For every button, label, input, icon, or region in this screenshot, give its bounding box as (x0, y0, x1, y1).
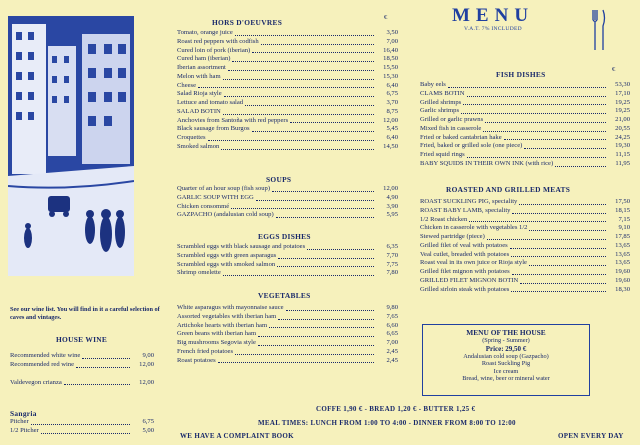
list-item (177, 82, 398, 91)
dish-name: Iberian assortment (177, 64, 226, 71)
list-item (177, 38, 398, 47)
dish-name: Veal cutlet, breaded with potatoes (420, 250, 510, 258)
dish-name: Baby eels (420, 81, 446, 88)
dish-name: Black sausage from Burgos (177, 125, 250, 133)
vegetables-list (177, 304, 398, 365)
euro-column-header-right: € (612, 66, 616, 73)
dish-price: 11,95 (615, 159, 630, 167)
hors-doeuvres-list (177, 29, 398, 152)
dish-name: Assorted vegetables with iberian ham (177, 312, 277, 320)
list-item: Recommended white wine 9,00 (10, 352, 154, 359)
list-item (177, 304, 398, 313)
list-item (177, 73, 398, 82)
list-item (177, 203, 398, 212)
list-item: Recommended red wine 12,00 (10, 360, 154, 368)
house-wine-list (10, 352, 154, 387)
list-item (177, 194, 398, 203)
dish-price: 3,70 (386, 99, 398, 106)
dish-price: 20,55 (615, 124, 630, 132)
menu-of-the-house (422, 324, 590, 396)
list-item (420, 259, 630, 268)
dish-name: Artichoke hearts with iberian ham (177, 321, 268, 329)
list-item (420, 151, 630, 160)
dish-price: 19,25 (615, 98, 630, 106)
list-item (420, 90, 630, 99)
dish-price: 18,15 (615, 206, 630, 214)
list-item (420, 233, 630, 242)
menu-house-line: Bread, wine, beer or mineral water (462, 375, 550, 383)
dish-price: 6,40 (386, 134, 398, 141)
dish-price: 21,00 (615, 116, 630, 123)
sangria-title: Sangria (10, 409, 37, 418)
dish-name: Green beans with iberian ham (177, 330, 257, 338)
dish-name: Anchovies from Santoña with red peppers (177, 116, 289, 124)
menu-house-line: Roast Suckling Pig (481, 360, 531, 368)
list-item (420, 134, 630, 143)
sangria-list (10, 418, 154, 436)
dish-name: Big mushrooms Segovia style (177, 339, 256, 346)
roasted-title: ROASTED AND GRILLED MEATS (446, 185, 571, 194)
dish-price: 7,70 (386, 251, 398, 259)
dish-price: 18,30 (615, 285, 630, 293)
dish-price: 12,00 (383, 185, 398, 192)
menu-title: MENU (452, 5, 535, 26)
dish-price: 8,75 (386, 107, 398, 115)
dish-name: Garlic shrimps (420, 107, 460, 115)
list-item (177, 243, 398, 252)
hors-doeuvres-title: HORS D'OEUVRES (212, 18, 283, 27)
dish-name: GAZPACHO (andalusian cold soup) (177, 211, 274, 219)
dish-price: 19,30 (615, 142, 630, 150)
roasted-list (420, 198, 630, 294)
vegetables-title: VEGETABLES (258, 291, 311, 300)
dish-price: 5,45 (386, 125, 398, 133)
dish-price: 2,45 (386, 356, 398, 364)
dish-name: Roast red peppers with codfish (177, 37, 259, 45)
dish-price: 9,80 (386, 304, 398, 311)
dish-name: GARLIC SOUP WITH EGG (177, 193, 254, 201)
list-item (177, 261, 398, 270)
dish-price: 17,85 (615, 233, 630, 240)
dish-name: Mixed fish in casserole (420, 124, 482, 132)
dish-name: Tomato, orange juice (177, 29, 233, 36)
dish-name: Cured loin of pork (iberian) (177, 46, 251, 54)
euro-column-header: € (384, 14, 388, 21)
list-item (420, 160, 630, 169)
dish-name: Fried, baked or grilled sole (one piece) (420, 142, 523, 150)
list-item (420, 242, 630, 251)
fish-list (420, 81, 630, 169)
list-item (420, 125, 630, 134)
list-item (177, 339, 398, 348)
dish-name: Salad Rioja style (177, 90, 222, 98)
dish-price: 7,65 (386, 312, 398, 320)
list-item: Pitcher 6,75 (10, 418, 154, 425)
list-item (420, 81, 630, 90)
dish-price: 11,15 (615, 151, 630, 158)
dish-price: 16,40 (383, 46, 398, 54)
house-wine-title: HOUSE WINE (56, 335, 108, 344)
extras-line: COFFE 1,90 € - BREAD 1,20 € - BUTTER 1,25 € (316, 405, 476, 413)
dish-price: 24,25 (615, 133, 630, 141)
dish-name: SALAD BOTIN (177, 107, 221, 115)
dish-price: 15,30 (383, 72, 398, 80)
list-item (420, 224, 630, 233)
wine-list-note: See our wine list. You will find in it a careful selection of caves and vintages. (10, 306, 160, 321)
list-item (177, 29, 398, 38)
dish-name: Roast potatoes (177, 356, 216, 364)
list-item (177, 313, 398, 322)
dish-price: 7,75 (386, 260, 398, 268)
dish-price: 6,75 (386, 90, 398, 98)
dish-price: 7,80 (386, 269, 398, 277)
list-item (177, 185, 398, 194)
dish-price: 3,50 (386, 29, 398, 36)
list-item (177, 64, 398, 73)
dish-name: Grilled filet of veal with potatoes (420, 241, 508, 249)
dish-name: Scrambled eggs with black sausage and potatoes (177, 243, 306, 250)
dish-name: French fried potatoes (177, 347, 234, 355)
dish-price: 7,00 (386, 339, 398, 346)
dish-name: BABY SQUIDS IN THEIR OWN INK (with rice) (420, 159, 554, 167)
dish-name: ROAST BABY LAMB, speciality (420, 206, 511, 214)
list-item (177, 108, 398, 117)
eggs-list (177, 243, 398, 278)
list-item (420, 142, 630, 151)
dish-name: Croquettes (177, 134, 206, 141)
eggs-title: EGGS DISHES (258, 232, 311, 241)
fish-title: FISH DISHES (496, 70, 546, 79)
menu-house-line: Andalusian cold soup (Gazpacho) (463, 352, 549, 360)
vat-note: V.A.T. 7% INCLUDED (464, 26, 522, 32)
dish-name: Fried squid rings (420, 151, 465, 158)
dish-name: Melon with ham (177, 72, 221, 80)
dish-price: 19,60 (615, 276, 630, 284)
meal-times-line: MEAL TIMES: LUNCH FROM 1:00 TO 4:00 - DINNER FROM 8:00 TO 12:00 (258, 419, 516, 427)
list-item (177, 117, 398, 126)
dish-price: 13,65 (615, 250, 630, 258)
menu-house-line: Ice cream (493, 367, 519, 375)
dish-name: 1/2 Roast chicken (420, 215, 468, 223)
dish-name: Cheese (177, 81, 197, 89)
list-item (177, 99, 398, 108)
list-item (420, 286, 630, 295)
list-item (420, 216, 630, 225)
list-item (420, 107, 630, 116)
dish-name: Scrambled eggs with smoked salmon (177, 260, 276, 268)
list-item (177, 55, 398, 64)
list-item: 1/2 Pitcher 5,00 (10, 426, 154, 434)
dish-name: Chicken consommé (177, 202, 230, 210)
list-item (420, 277, 630, 286)
dish-price: 18,50 (383, 55, 398, 63)
dish-name: Grilled sirloin steak with potatoes (420, 285, 510, 293)
list-item (177, 211, 398, 220)
dish-price: 15,50 (383, 64, 398, 71)
dish-price: 9,10 (618, 224, 630, 232)
list-item (420, 207, 630, 216)
open-every-day-line: OPEN EVERY DAY (558, 432, 624, 440)
dish-name: Lettuce and tomato salad (177, 99, 244, 106)
menu-house-season: (Spring - Summer) (482, 337, 530, 344)
cutlery-icon (590, 8, 608, 57)
dish-price: 6,35 (386, 243, 398, 250)
list-item (177, 134, 398, 143)
list-item (177, 330, 398, 339)
list-item (420, 99, 630, 108)
list-item (177, 348, 398, 357)
dish-price: 7,00 (386, 37, 398, 45)
complaint-book-line: WE HAVE A COMPLAINT BOOK (180, 432, 294, 440)
dish-price: 17,10 (615, 89, 630, 97)
list-item (177, 47, 398, 56)
dish-name: White asparagus with mayonnaise sauce (177, 304, 284, 311)
dish-price: 4,90 (386, 193, 398, 201)
dish-name: Smoked salmon (177, 142, 220, 150)
dish-name: Grilled shrimps (420, 98, 462, 106)
dish-price: 5,95 (386, 211, 398, 219)
dish-name: Quarter of an hour soup (fish soup) (177, 185, 271, 192)
soups-list (177, 185, 398, 220)
street-illustration (8, 16, 134, 276)
dish-name: Grilled filet mignon with potatoes (420, 268, 510, 275)
dish-price: 6,40 (386, 81, 398, 89)
list-item (420, 251, 630, 260)
list-item (177, 143, 398, 152)
dish-name: Roast veal in its own juice or Rioja style (420, 259, 527, 267)
list-item (177, 90, 398, 99)
dish-price: 7,15 (618, 215, 630, 223)
dish-price: 2,45 (386, 347, 398, 355)
dish-name: Fried or baked cantabrian hake (420, 133, 502, 141)
dish-name: Stewed partridge (piece) (420, 233, 485, 240)
dish-price: 14,50 (383, 142, 398, 150)
dish-name: Shrimp omelette (177, 269, 221, 277)
list-item: Valdevegon crianza 12,00 (10, 378, 154, 386)
dish-name: ROAST SUCKLING PIG, speciality (420, 198, 518, 205)
soups-title: SOUPS (266, 175, 292, 184)
menu-house-price: Price: 29,50 € (485, 344, 527, 353)
dish-price: 17,50 (615, 198, 630, 205)
dish-name: Chicken in casserole with vegetables 1/2 (420, 224, 528, 232)
dish-name: Scrambled eggs with green asparagus (177, 251, 277, 259)
list-item (420, 198, 630, 207)
list-item (177, 269, 398, 278)
dish-price: 3,90 (386, 202, 398, 210)
dish-price: 13,65 (615, 259, 630, 267)
dish-name: GRILLED FILET MIGNON BOTIN (420, 276, 519, 284)
dish-name: Cured ham (iberian) (177, 55, 231, 63)
dish-price: 13,65 (615, 241, 630, 249)
dish-price: 12,00 (383, 116, 398, 124)
list-item (420, 268, 630, 277)
list-item (177, 357, 398, 366)
dish-name: Grilled or garlic prawns (420, 116, 484, 123)
dish-price: 19,60 (615, 268, 630, 275)
dish-price: 6,60 (386, 321, 398, 329)
list-item (420, 116, 630, 125)
dish-price: 6,65 (386, 330, 398, 338)
list-item (177, 322, 398, 331)
dish-price: 19,25 (615, 107, 630, 115)
dish-name: CLAMS BOTIN (420, 89, 465, 97)
list-item (177, 252, 398, 261)
list-item (177, 125, 398, 134)
dish-price: 53,30 (615, 81, 630, 88)
menu-house-title: MENU OF THE HOUSE (466, 328, 546, 337)
